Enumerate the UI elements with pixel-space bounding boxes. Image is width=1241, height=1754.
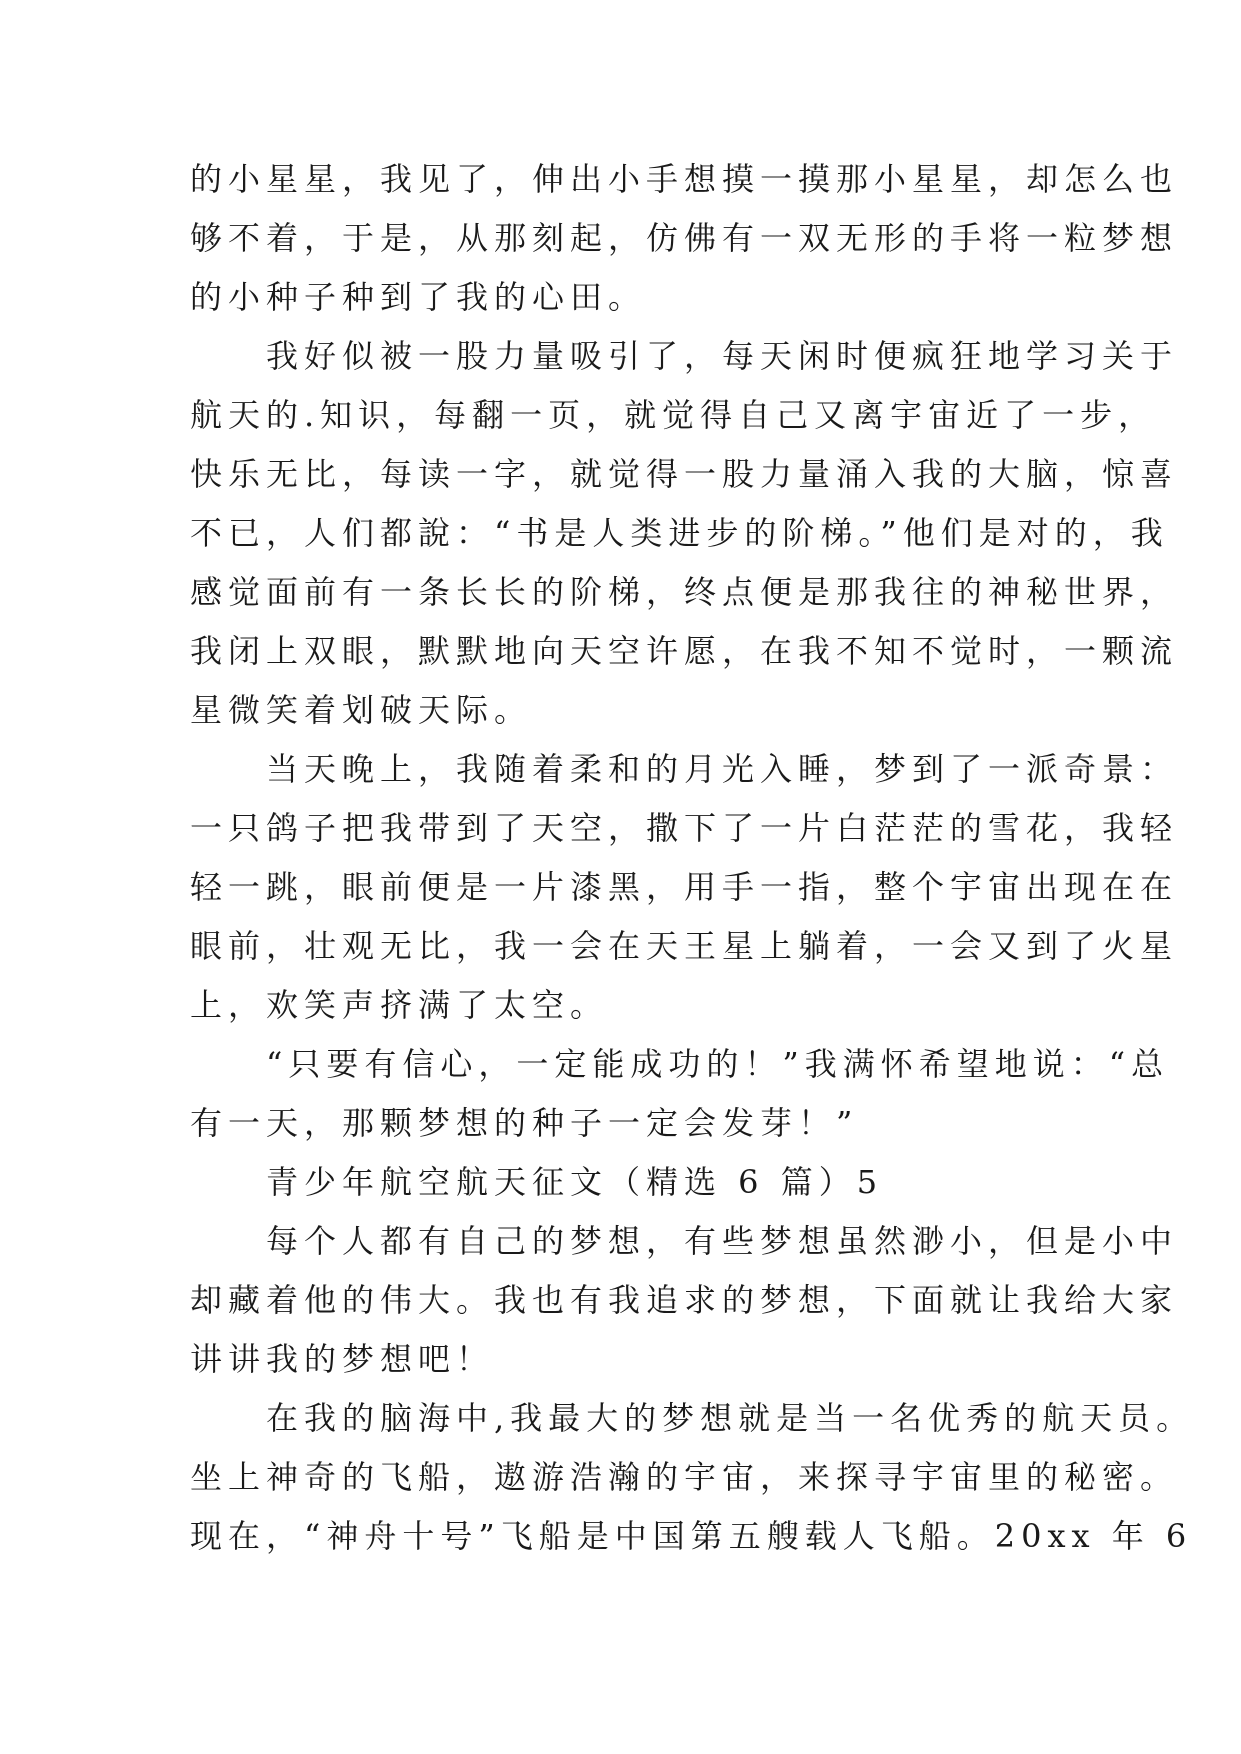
text-line: “只要有信心，一定能成功的！”我满怀希望地说：“总 <box>190 1045 1170 1083</box>
body-text <box>190 150 1195 1566</box>
text-line: 眼前，壮观无比，我一会在天王星上躺着，一会又到了火星 <box>190 927 1179 965</box>
text-line: 感觉面前有一条长长的阶梯，终点便是那我往的神秘世界， <box>190 573 1179 611</box>
text-line: 我闭上双眼，默默地向天空许愿，在我不知不觉时，一颗流 <box>190 632 1179 670</box>
text-line: 每个人都有自己的梦想，有些梦想虽然渺小，但是小中 <box>190 1222 1179 1260</box>
text-line: 不已，人们都說：“书是人类进步的阶梯。”他们是对的，我 <box>190 514 1169 552</box>
text-line: 快乐无比，每读一字，就觉得一股力量涌入我的大脑，惊喜 <box>190 455 1179 493</box>
text-line: 星微笑着划破天际。 <box>190 691 533 729</box>
text-line: 现在，“神舟十号”飞船是中国第五艘载人飞船。20xx 年 6 <box>190 1517 1193 1555</box>
text-line: 一只鸽子把我带到了天空，撒下了一片白茫茫的雪花，我轻 <box>190 809 1179 847</box>
text-line: 够不着，于是，从那刻起，仿佛有一双无形的手将一粒梦想 <box>190 219 1179 257</box>
text-line: 讲讲我的梦想吧！ <box>190 1340 495 1378</box>
text-line: 当天晚上，我随着柔和的月光入睡，梦到了一派奇景： <box>190 750 1179 788</box>
text-line: 坐上神奇的飞船，遨游浩瀚的宇宙，来探寻宇宙里的秘密。 <box>190 1458 1179 1496</box>
text-line: 的小种子种到了我的心田。 <box>190 278 647 316</box>
text-line: 航天的.知识，每翻一页，就觉得自己又离宇宙近了一步， <box>190 396 1157 434</box>
text-line: 的小星星，我见了，伸出小手想摸一摸那小星星，却怎么也 <box>190 160 1179 198</box>
text-line: 却藏着他的伟大。我也有我追求的梦想，下面就让我给大家 <box>190 1281 1179 1319</box>
text-line: 有一天，那颗梦想的种子一定会发芽！” <box>190 1104 859 1142</box>
text-line: 我好似被一股力量吸引了，每天闲时便疯狂地学习关于 <box>190 337 1179 375</box>
section-heading: 青少年航空航天征文（精选 6 篇）5 <box>190 1163 884 1201</box>
text-line: 在我的脑海中,我最大的梦想就是当一名优秀的航天员。 <box>190 1399 1195 1437</box>
text-line: 上，欢笑声挤满了太空。 <box>190 986 609 1024</box>
text-line: 轻一跳，眼前便是一片漆黑，用手一指，整个宇宙出现在在 <box>190 868 1179 906</box>
